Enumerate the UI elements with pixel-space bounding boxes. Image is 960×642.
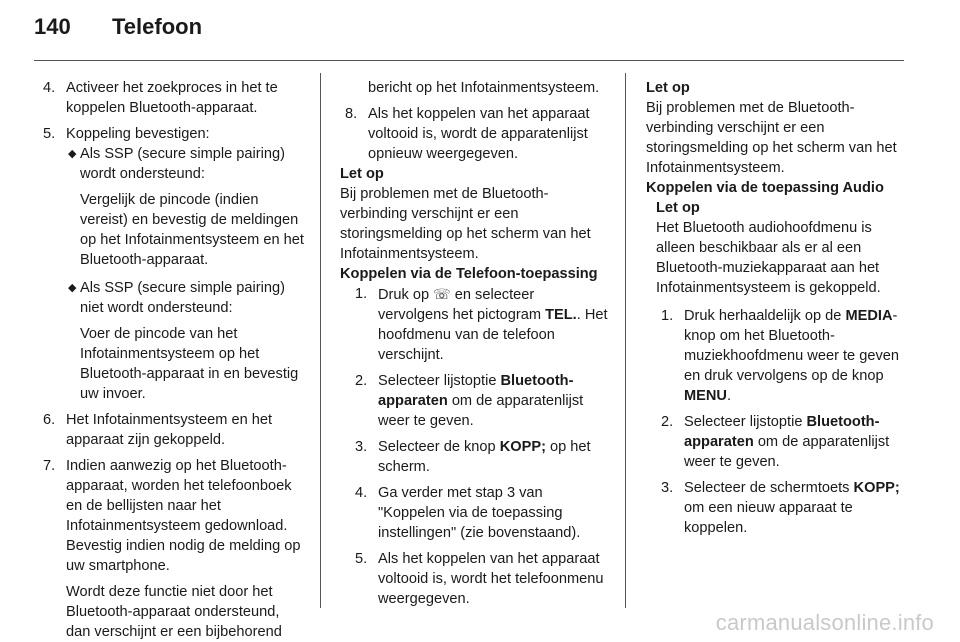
list-item: 1. Druk herhaaldelijk op de MEDIA-knop om het Bluetooth-muziekhoofdmenu weer te geven en druk vervolgens op de knop MENU. <box>661 308 899 404</box>
note-text: Bij problemen met de Bluetooth-verbinding verschijnt er een storingsmelding op het scherm van het Infotainmentsysteem. <box>646 100 897 176</box>
list-item: 5. Koppeling bevestigen: <box>43 126 210 142</box>
watermark: carmanualsonline.info <box>715 610 934 635</box>
page-number: 140 <box>34 14 71 39</box>
list-item: 4. Activeer het zoekproces in het te koppelen Bluetooth-apparaat. <box>43 80 278 116</box>
paragraph: Vergelijk de pincode (indien vereist) en bevestig de meldingen op het Infotainmentsysteem en het Bluetooth-apparaat. <box>80 192 304 268</box>
note-text: Bij problemen met de Bluetooth-verbinding verschijnt er een storingsmelding op het scherm van het Infotainmentsysteem. <box>340 186 591 262</box>
phone-icon: ☏ <box>433 286 451 302</box>
section-list <box>340 284 608 609</box>
list-item: 3. Selecteer de schermtoets KOPP; om een nieuw apparaat te koppelen. <box>661 480 900 536</box>
column-divider-2 <box>625 73 626 608</box>
paragraph: bericht op het Infotainmentsysteem. <box>368 80 600 96</box>
list-item: 7. Indien aanwezig op het Bluetooth-apparaat, worden het telefoonboek en de bellijsten naar het Infotainmentsysteem gedownload. Bevestig indien nodig de melding op uw smartphone. <box>43 458 301 574</box>
list-item: 1. Druk op ☏ en selecteer vervolgens het pictogram TEL.. Het hoofdmenu van de telefoon verschijnt. <box>355 286 608 363</box>
list-item: 4. Ga verder met stap 3 van "Koppelen via de toepassing instellingen" (zie bovenstaand). <box>355 485 581 541</box>
list-item: 3. Selecteer de knop KOPP; op het scherm. <box>355 439 591 475</box>
note-heading: Let op <box>340 166 384 182</box>
diamond-bullet-icon: ◆ <box>68 148 77 160</box>
column-divider-1 <box>320 73 321 608</box>
list-item: 2. Selecteer lijstoptie Bluetooth-apparaten om de apparatenlijst weer te geven. <box>661 414 890 470</box>
diamond-bullet-icon: ◆ <box>68 282 77 294</box>
list-item: 2. Selecteer lijstoptie Bluetooth-apparaten om de apparatenlijst weer te geven. <box>355 373 584 429</box>
bullet-item: ◆ Als SSP (secure simple pairing) wordt ondersteund: <box>68 146 285 182</box>
list-item: 8. Als het koppelen van het apparaat voltooid is, wordt de apparatenlijst opnieuw weergegeven. <box>345 106 590 162</box>
bullet-item: ◆ Als SSP (secure simple pairing) niet wordt ondersteund: <box>68 280 285 316</box>
section-heading: Koppelen via de Telefoon-toepassing <box>340 266 598 282</box>
paragraph: Wordt deze functie niet door het Bluetooth-apparaat ondersteund, dan verschijnt er een bijbehorend <box>66 584 282 640</box>
note-heading: Let op <box>656 200 700 216</box>
column-3 <box>646 78 914 538</box>
page-title: Telefoon <box>112 14 203 39</box>
note-heading: Let op <box>646 80 690 96</box>
list-item: 6. Het Infotainmentsysteem en het apparaat zijn gekoppeld. <box>43 412 273 448</box>
note-text: Het Bluetooth audiohoofdmenu is alleen beschikbaar als er al een Bluetooth-muziekapparaat aan het Infotainmentsysteem is gekoppeld. <box>656 220 881 296</box>
column-2 <box>340 78 608 609</box>
paragraph: Voer de pincode van het Infotainmentsysteem op het Bluetooth-apparaat in en bevestig uw invoer. <box>80 326 299 402</box>
section-heading: Koppelen via de toepassing Audio <box>646 180 884 196</box>
column-1 <box>38 78 306 642</box>
section-list <box>646 198 914 538</box>
list-item: 5. Als het koppelen van het apparaat voltooid is, wordt het telefoonmenu weergegeven. <box>355 551 604 607</box>
header-rule <box>34 60 904 61</box>
